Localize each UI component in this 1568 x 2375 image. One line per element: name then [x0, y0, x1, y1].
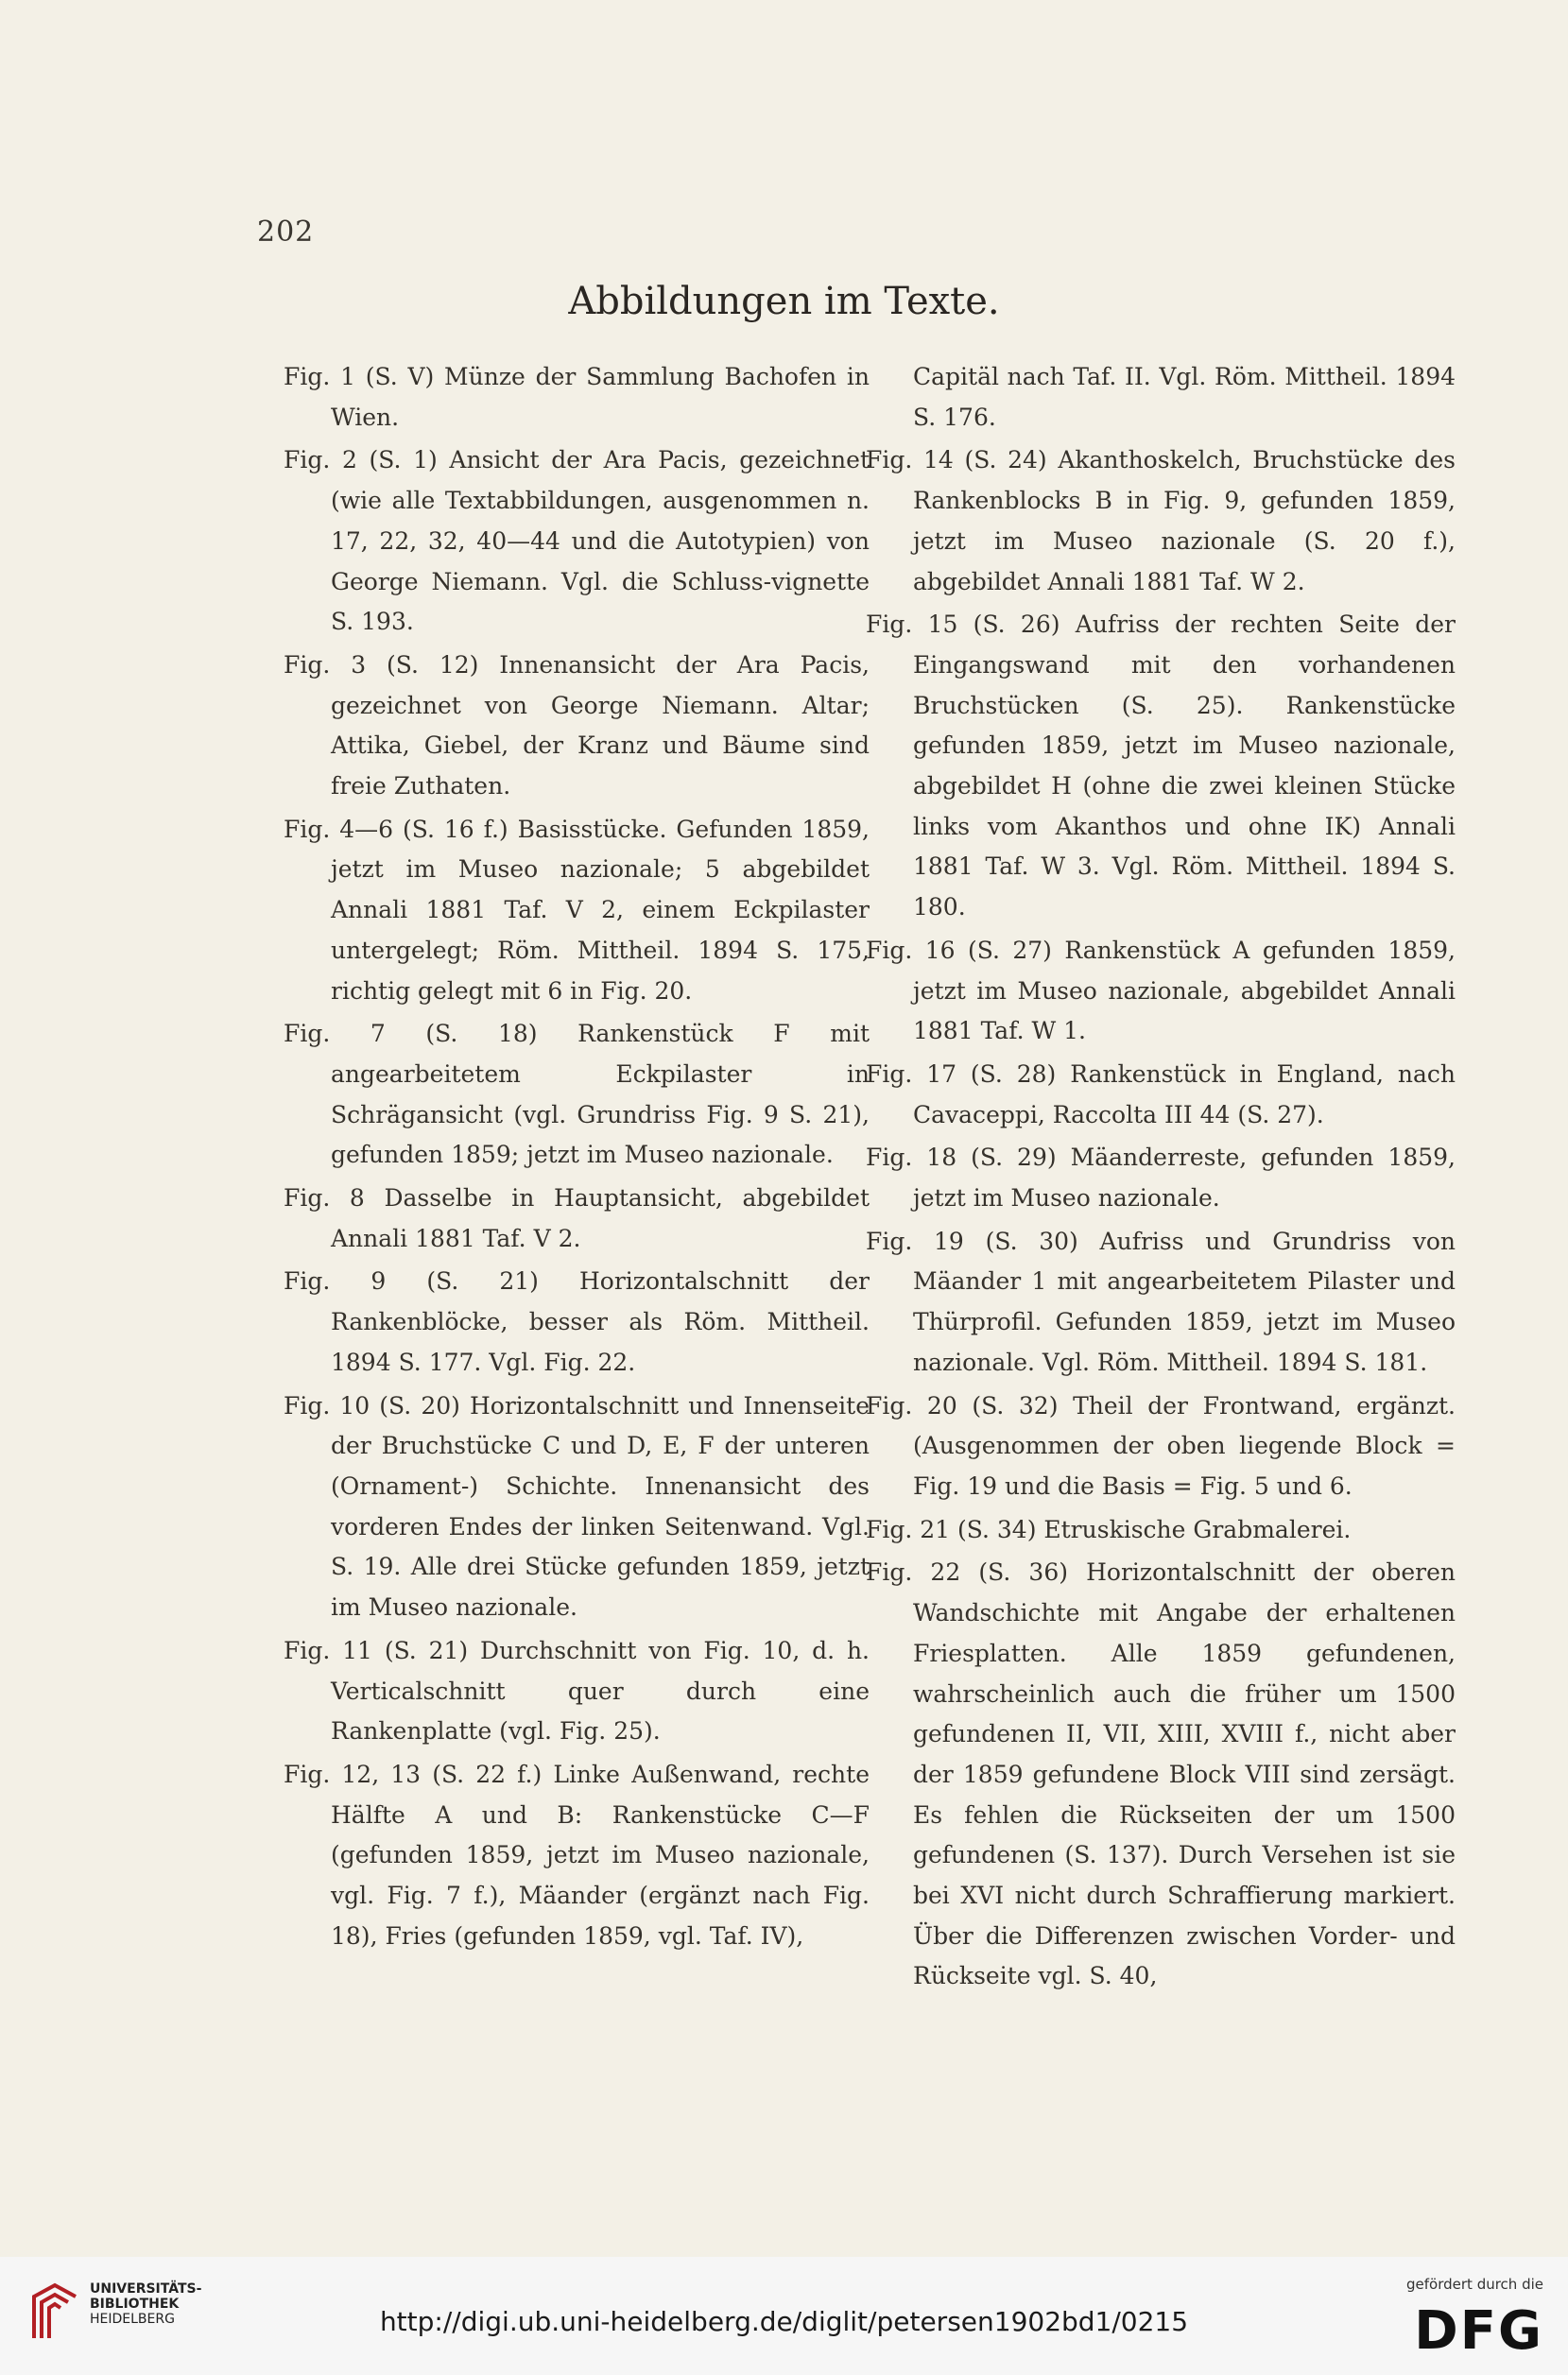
- figure-entry: Fig. 10 (S. 20) Horizontalschnitt und Innenseite der Bruchstücke C und D, E, F der unteren (Ornament-) Schichte. Innenansicht des vorderen Endes der linken Seitenwand. Vgl. S. 19. Alle drei Stücke gefunden 1859, jetzt im Museo nazionale.: [284, 1391, 870, 1622]
- figure-entry-continuation: Capitäl nach Taf. II. Vgl. Röm. Mittheil. 1894 S. 176.: [913, 363, 1456, 431]
- figure-entry: Fig. 1 (S. V) Münze der Sammlung Bachofen in Wien.: [284, 363, 870, 431]
- source-url-link[interactable]: http://digi.ub.uni-heidelberg.de/diglit/petersen1902bd1/0215: [379, 2306, 1189, 2337]
- left-column: [284, 357, 870, 1959]
- figure-entry: Fig. 9 (S. 21) Horizontalschnitt der Rankenblöcke, besser als Röm. Mittheil. 1894 S. 177. Vgl. Fig. 22.: [284, 1267, 870, 1376]
- figure-entry: Fig. 14 (S. 24) Akanthoskelch, Bruchstücke des Rankenblocks B in Fig. 9, gefunden 1859, jetzt im Museo nazionale (S. 20 f.), abgebildet Annali 1881 Taf. W 2.: [866, 446, 1456, 595]
- figure-entry: Fig. 16 (S. 27) Rankenstück A gefunden 1859, jetzt im Museo nazionale, abgebildet Annali 1881 Taf. W 1.: [866, 936, 1456, 1045]
- figure-entry: Fig. 4—6 (S. 16 f.) Basisstücke. Gefunden 1859, jetzt im Museo nazionale; 5 abgebildet Annali 1881 Taf. V 2, einem Eckpilaster untergelegt; Röm. Mittheil. 1894 S. 175, richtig gelegt mit 6 in Fig. 20.: [284, 815, 870, 1005]
- figure-entry: Fig. 3 (S. 12) Innenansicht der Ara Pacis, gezeichnet von George Niemann. Altar; Attika, Giebel, der Kranz und Bäume sind freie Zuthaten.: [284, 650, 870, 800]
- figure-entry: Fig. 12, 13 (S. 22 f.) Linke Außenwand, rechte Hälfte A und B: Rankenstücke C—F (gefunden 1859, jetzt im Museo nazionale, vgl. Fig. 7 f.), Mäander (ergänzt nach Fig. 18), Fries (gefunden 1859, vgl. Taf. IV),: [284, 1760, 870, 1950]
- footer: [0, 2257, 1568, 2375]
- library-name-line: BIBLIOTHEK: [90, 2297, 180, 2312]
- library-name-line: HEIDELBERG: [90, 2312, 175, 2327]
- figure-entry: Fig. 17 (S. 28) Rankenstück in England, nach Cavaceppi, Raccolta III 44 (S. 27).: [866, 1059, 1456, 1128]
- figure-entry: Fig. 22 (S. 36) Horizontalschnitt der oberen Wandschichte mit Angabe der erhaltenen Friesplatten. Alle 1859 gefundenen, wahrscheinlich auch die früher um 1500 gefundenen II, VII, XIII, XVIII f., nicht aber der 1859 gefundene Block VIII sind zersägt. Es fehlen die Rückseiten der um 1500 gefundenen (S. 137). Durch Versehen ist sie bei XVI nicht durch Schraffierung markiert. Über die Differenzen zwischen Vorder- und Rückseite vgl. S. 40,: [866, 1558, 1456, 1990]
- figure-entry: Fig. 18 (S. 29) Mäanderreste, gefunden 1859, jetzt im Museo nazionale.: [866, 1144, 1456, 1213]
- figure-entry: Fig. 19 (S. 30) Aufriss und Grundriss von Mäander 1 mit angearbeitetem Pilaster und Thürprofil. Gefunden 1859, jetzt im Museo nazionale. Vgl. Röm. Mittheil. 1894 S. 181.: [866, 1227, 1456, 1376]
- dfg-logo: DFG: [1414, 2300, 1543, 2362]
- figure-entry: Fig. 8 Dasselbe in Hauptansicht, abgebildet Annali 1881 Taf. V 2.: [284, 1184, 870, 1252]
- figure-entry: Fig. 7 (S. 18) Rankenstück F mit angearbeitetem Eckpilaster in Schrägansicht (vgl. Grundriss Fig. 9 S. 21), gefunden 1859; jetzt im Museo nazionale.: [284, 1020, 870, 1169]
- figure-entry: Fig. 15 (S. 26) Aufriss der rechten Seite der Eingangswand mit den vorhandenen Bruchstücken (S. 25). Rankenstücke gefunden 1859, jetzt im Museo nazionale, abgebildet H (ohne die zwei kleinen Stücke links vom Akanthos und ohne IK) Annali 1881 Taf. W 3. Vgl. Röm. Mittheil. 1894 S. 180.: [866, 611, 1456, 921]
- figure-entry: Fig. 21 (S. 34) Etruskische Grabmalerei.: [866, 1515, 1352, 1543]
- funder-caption: gefördert durch die: [1406, 2276, 1543, 2293]
- figure-entry: Fig. 2 (S. 1) Ansicht der Ara Pacis, gezeichnet (wie alle Textabbildungen, ausgenommen n. 17, 22, 32, 40—44 und die Autotypien) von George Niemann. Vgl. die Schluss-vignette S. 193.: [284, 446, 870, 636]
- page-title: Abbildungen im Texte.: [568, 280, 1000, 323]
- figure-entry: Fig. 11 (S. 21) Durchschnitt von Fig. 10, d. h. Verticalschnitt quer durch eine Rankenplatte (vgl. Fig. 25).: [284, 1636, 870, 1746]
- page-number: 202: [257, 215, 315, 249]
- right-column: [866, 357, 1456, 2000]
- library-name-line: UNIVERSITÄTS-: [90, 2281, 202, 2297]
- figure-entry: Fig. 20 (S. 32) Theil der Frontwand, ergänzt. (Ausgenommen der oben liegende Block = Fig. 19 und die Basis = Fig. 5 und 6.: [866, 1391, 1456, 1500]
